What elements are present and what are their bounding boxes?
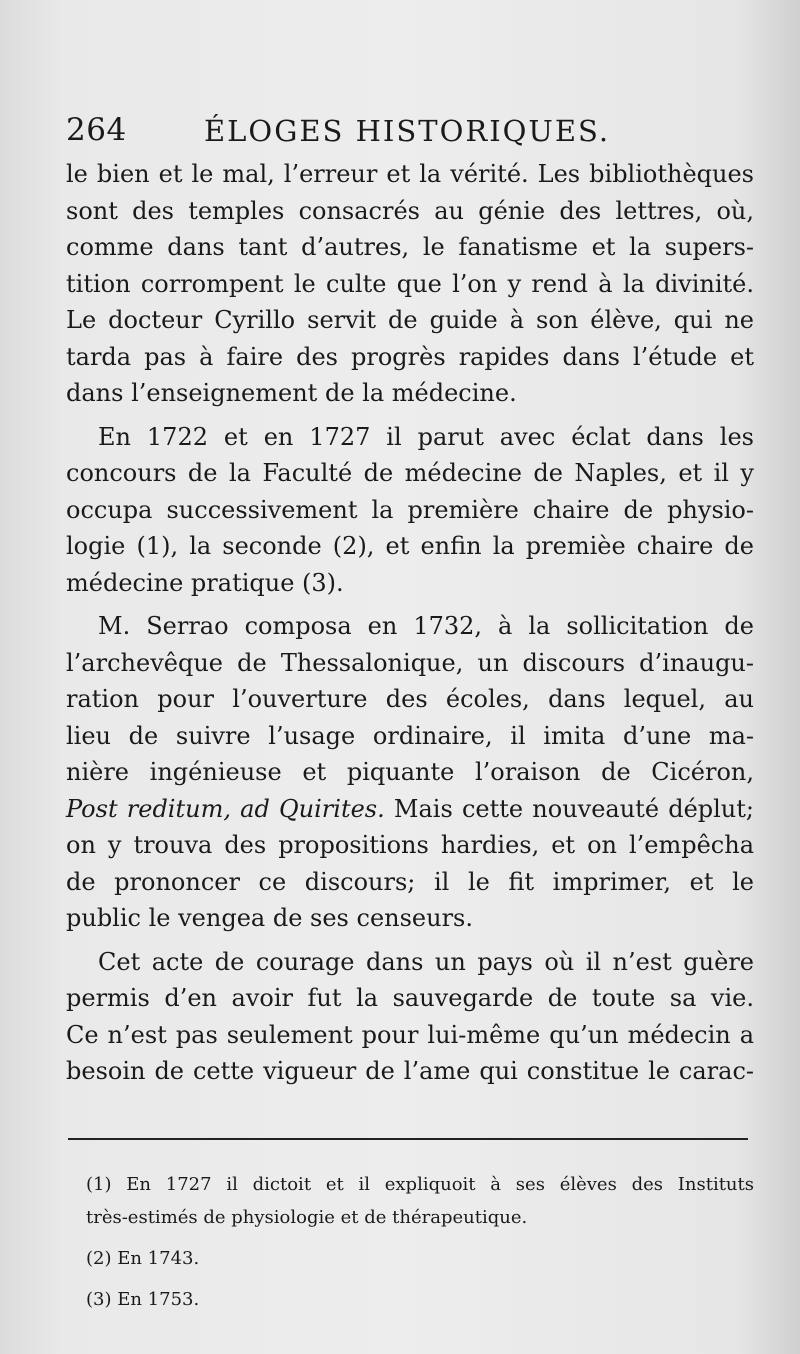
text-line: tarda pas à faire des progrès rapides dans l’étude et <box>66 342 754 371</box>
paragraph <box>66 419 754 602</box>
footnotes <box>86 1168 754 1316</box>
text-line: Le docteur Cyrillo servit de guide à son élève, qui ne <box>66 306 754 334</box>
text-line: médecine pratique (3). <box>66 568 344 597</box>
text-line: public le vengea de ses censeurs. <box>66 904 473 932</box>
page-header <box>66 112 756 152</box>
text-line: nière ingénieuse et piquante l’oraison de Cicéron, <box>66 758 754 786</box>
text-line: occupa successivement la première chaire de physio- <box>66 495 754 524</box>
paragraph <box>66 944 754 1090</box>
text-line: Ce n’est pas seulement pour lui-même qu’un médecin a <box>66 1020 754 1049</box>
text-line: tition corrompent le culte que l’on y rend à la divinité. <box>66 269 754 298</box>
text-line: En 1722 et en 1727 il parut avec éclat dans les <box>98 422 754 451</box>
text-line <box>66 791 754 828</box>
footnote-3 <box>86 1283 754 1316</box>
paragraph <box>66 608 754 937</box>
footnote-2 <box>86 1242 754 1275</box>
page-number: 264 <box>66 112 127 148</box>
text-line: permis d’en avoir fut la sauvegarde de toute sa vie. <box>66 984 754 1012</box>
text-line: sont des temples consacrés au génie des lettres, où, <box>66 196 754 225</box>
text-line: on y trouva des propositions hardies, et on l’empêcha <box>66 831 754 859</box>
text-line: concours de la Faculté de médecine de Naples, et il y <box>66 459 754 487</box>
text-line: dans l’enseignement de la médecine. <box>66 379 517 407</box>
footnote-divider <box>68 1138 748 1140</box>
footnote-line: (3) En 1753. <box>86 1289 200 1310</box>
italic-title: Post reditum, ad Quirites. <box>66 794 385 823</box>
text-line: comme dans tant d’autres, le fanatisme et la supers- <box>66 233 754 261</box>
main-text <box>66 156 754 1090</box>
text-line: besoin de cette vigueur de l’ame qui constitue le carac- <box>66 1057 754 1085</box>
text-line: ration pour l’ouverture des écoles, dans lequel, au <box>66 685 754 713</box>
text-line: le bien et le mal, l’erreur et la vérité. Les bibliothèques <box>66 160 754 188</box>
running-head: ÉLOGES HISTORIQUES. <box>204 114 611 148</box>
footnote-line: (1) En 1727 il dictoit et il expliquoit à ses élèves des Instituts <box>86 1174 754 1195</box>
footnote-line: (2) En 1743. <box>86 1248 200 1269</box>
text-line: l’archevêque de Thessalonique, un discours d’inaugu- <box>66 648 754 677</box>
footnote-1 <box>86 1168 754 1234</box>
paragraph <box>66 156 754 412</box>
text-line: de prononcer ce discours; il le fit imprimer, et le <box>66 867 754 896</box>
text-line-rest: Mais cette nouveauté déplut; <box>384 794 754 823</box>
text-line: lieu de suivre l’usage ordinaire, il imita d’une ma- <box>66 721 754 750</box>
text-line: logie (1), la seconde (2), et enfin la premièe chaire de <box>66 532 754 560</box>
text-line: M. Serrao composa en 1732, à la sollicitation de <box>98 612 754 640</box>
text-line: Cet acte de courage dans un pays où il n’est guère <box>98 947 754 976</box>
footnote-line: très-estimés de physiologie et de thérapeutique. <box>86 1207 528 1228</box>
